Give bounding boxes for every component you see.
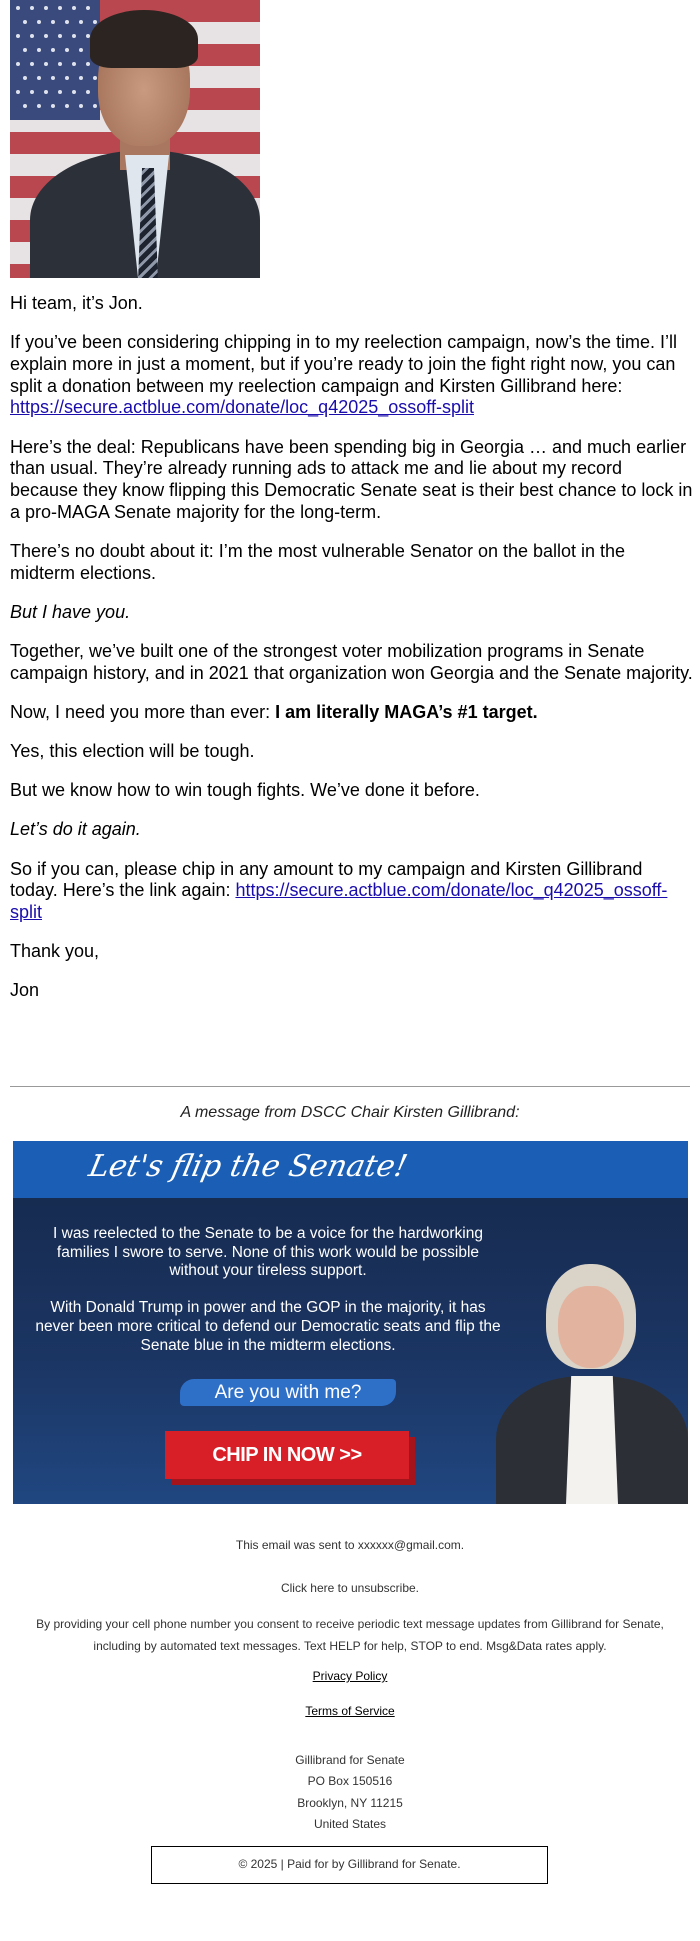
star-icon — [44, 34, 48, 38]
signature: Jon — [10, 980, 40, 1001]
paragraph-deal: Here’s the deal: Republicans have been spending big in Georgia … and much earlier than usual. They’re already running ads to attack me and lie about my record because they know flipping this Democratic Senate seat is their best chance to lock in a pro-MAGA Senate majority for the long-term. — [10, 436, 693, 522]
banner-message — [33, 1225, 503, 1373]
star-icon — [16, 6, 20, 10]
face — [558, 1286, 624, 1368]
star-icon — [86, 6, 90, 10]
unsubscribe-link[interactable]: Click here to unsubscribe. — [280, 1581, 420, 1595]
candidate-photo — [10, 0, 260, 278]
paragraph-again: Let’s do it again. — [10, 819, 141, 840]
star-icon — [37, 48, 41, 52]
address-line: Brooklyn, NY 11215 — [297, 1795, 403, 1810]
address-line: PO Box 150516 — [307, 1774, 393, 1789]
star-icon — [44, 62, 48, 66]
sent-to-text: This email was sent to xxxxxx@gmail.com. — [235, 1538, 465, 1552]
address-line: Gillibrand for Senate — [295, 1753, 405, 1767]
star-icon — [37, 76, 41, 80]
terms-of-service-link[interactable]: Terms of Service — [305, 1704, 395, 1718]
star-icon — [79, 48, 83, 52]
star-icon — [72, 34, 76, 38]
donate-link-again[interactable]: https://secure.actblue.com/donate/loc_q42025_ossoff-split — [10, 880, 668, 923]
privacy-policy-link[interactable]: Privacy Policy — [312, 1669, 388, 1683]
paragraph-text: If you’ve been considering chipping in to my reelection campaign, now’s the time. I’ll explain more in just a moment, but if you’re ready to join the fight right now, you can split a donation between my reelection campaign and Kirsten Gillibrand here: — [10, 332, 678, 396]
bold-text: I am literally MAGA’s #1 target. — [275, 701, 538, 722]
chip-in-now-button[interactable]: CHIP IN NOW >> — [165, 1431, 409, 1479]
star-icon — [30, 62, 34, 66]
star-icon — [23, 20, 27, 24]
divider — [10, 1086, 690, 1087]
flag-canton — [10, 0, 100, 120]
star-icon — [30, 90, 34, 94]
star-icon — [30, 34, 34, 38]
star-icon — [79, 20, 83, 24]
star-icon — [37, 104, 41, 108]
terms-wrap — [0, 1704, 700, 1718]
paragraph-text: Now, I need you more than ever: — [10, 701, 276, 722]
star-icon — [93, 104, 97, 108]
paid-for-disclaimer: © 2025 | Paid for by Gillibrand for Senate. — [151, 1846, 548, 1884]
are-you-with-me-label: Are you with me? — [180, 1379, 396, 1406]
star-icon — [58, 6, 62, 10]
star-icon — [86, 62, 90, 66]
star-icon — [58, 62, 62, 66]
donate-link[interactable]: https://secure.actblue.com/donate/loc_q42025_ossoff-split — [10, 397, 474, 418]
closing: Thank you, — [10, 941, 100, 962]
paragraph-have-you: But I have you. — [10, 601, 131, 622]
star-icon — [51, 76, 55, 80]
star-icon — [16, 34, 20, 38]
paragraph-win: But we know how to win tough fights. We’ve done it before. — [10, 780, 480, 801]
star-icon — [79, 76, 83, 80]
star-icon — [58, 90, 62, 94]
greeting: Hi team, it’s Jon. — [10, 293, 143, 313]
paragraph-text: So if you can, please chip in any amount to my campaign and Kirsten Gillibrand today. Here’s the link again: — [10, 858, 643, 901]
gillibrand-photo — [496, 1264, 688, 1504]
star-icon — [79, 104, 83, 108]
paragraph-together: Together, we’ve built one of the strongest voter mobilization programs in Senate campaign history, and in 2021 that organization won Georgia and the Senate majority. — [10, 640, 693, 683]
star-icon — [65, 76, 69, 80]
banner-paragraph: I was reelected to the Senate to be a voice for the hardworking families I swore to serve. None of this work would be possible without your tireless support. — [53, 1225, 483, 1280]
paragraph-need-you — [10, 702, 694, 724]
dscc-banner[interactable] — [13, 1141, 688, 1504]
star-icon — [23, 48, 27, 52]
paragraph-chip-in — [10, 859, 694, 924]
star-icon — [44, 90, 48, 94]
star-icon — [16, 62, 20, 66]
dscc-caption: A message from DSCC Chair Kirsten Gillibrand: — [180, 1104, 520, 1121]
privacy-policy-wrap — [0, 1669, 700, 1683]
star-icon — [86, 90, 90, 94]
star-icon — [65, 48, 69, 52]
banner-script-title: Let's flip the Senate! — [85, 1149, 411, 1184]
mailing-address — [0, 1750, 700, 1835]
blouse — [566, 1376, 618, 1504]
star-icon — [51, 104, 55, 108]
star-icon — [37, 20, 41, 24]
star-icon — [30, 6, 34, 10]
star-icon — [16, 90, 20, 94]
sms-consent-text: By providing your cell phone number you consent to receive periodic text message updates from Gillibrand for Senate, including by automated text messages. Text HELP for help, STOP to end. Msg&Data rates apply. — [36, 1617, 664, 1653]
hair — [90, 10, 198, 68]
star-icon — [23, 76, 27, 80]
email-body — [10, 293, 694, 1020]
star-icon — [72, 62, 76, 66]
address-line: United States — [313, 1816, 387, 1831]
star-icon — [65, 20, 69, 24]
star-icon — [72, 6, 76, 10]
paragraph-vulnerable: There’s no doubt about it: I’m the most vulnerable Senator on the ballot in the midterm elections. — [10, 540, 626, 583]
star-icon — [58, 34, 62, 38]
paragraph-tough: Yes, this election will be tough. — [10, 741, 255, 762]
paragraph-intro — [10, 332, 694, 419]
star-icon — [93, 76, 97, 80]
star-icon — [51, 20, 55, 24]
banner-paragraph: With Donald Trump in power and the GOP in the majority, it has never been more critical to defend our Democratic seats and flip the Senate blue in the midterm elections. — [35, 1299, 501, 1354]
star-icon — [23, 104, 27, 108]
star-icon — [51, 48, 55, 52]
star-icon — [72, 90, 76, 94]
star-icon — [65, 104, 69, 108]
star-icon — [44, 6, 48, 10]
